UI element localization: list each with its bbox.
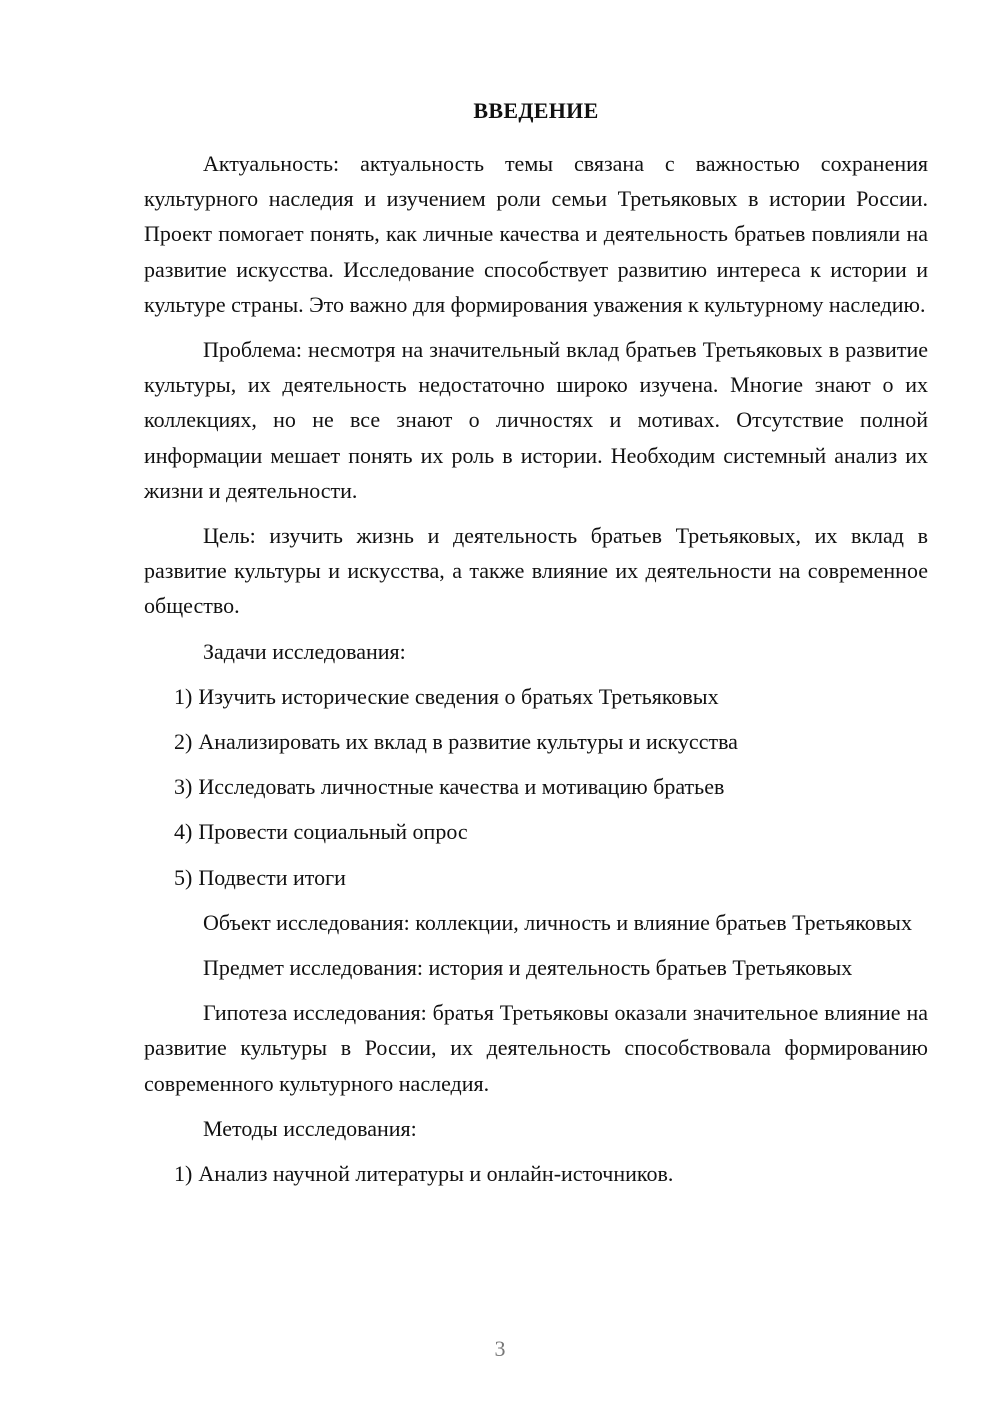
hypothesis-paragraph: Гипотеза исследования: братья Третьяковы оказали значительное влияние на развитие культуры в России, их деятельность способствовала формированию современного культурного наследия. — [144, 1000, 928, 1096]
task-item: 5) Подвести итоги — [174, 864, 346, 890]
goal-paragraph: Цель: изучить жизнь и деятельность братьев Третьяковых, их вклад в развитие культуры и искусства, а также влияние их деятельности на современное общество. — [144, 523, 928, 619]
task-item: 2) Анализировать их вклад в развитие культуры и искусства — [174, 729, 738, 755]
method-item: 1) Анализ научной литературы и онлайн-источников. — [174, 1161, 674, 1187]
object-paragraph: Объект исследования: коллекции, личность и влияние братьев Третьяковых — [203, 909, 912, 935]
relevance-paragraph: Актуальность: актуальность темы связана с важностью сохранения культурного наследия и изучением роли семьи Третьяковых в истории России. Проект помогает понять, как личные качества и деятельность братьев повлияли на развитие искусства. Исследование способствует развитию интереса к истории и культуре страны. Это важно для формирования уважения к культурному наследию. — [144, 151, 928, 317]
document-page — [144, 96, 928, 1201]
page-number: 3 — [494, 1336, 506, 1361]
page-title: ВВЕДЕНИЕ — [473, 98, 599, 123]
methods-heading: Методы исследования: — [203, 1115, 417, 1141]
problem-paragraph: Проблема: несмотря на значительный вклад братьев Третьяковых в развитие культуры, их деятельность недостаточно широко изучена. Многие знают о их коллекциях, но не все знают о личностях и мотивах. Отсутствие полной информации мешает понять их роль в истории. Необходим системный анализ их жизни и деятельности. — [144, 337, 928, 503]
task-item: 4) Провести социальный опрос — [174, 819, 468, 845]
task-item: 1) Изучить исторические сведения о братьях Третьяковых — [174, 683, 719, 709]
subject-paragraph: Предмет исследования: история и деятельность братьев Третьяковых — [203, 955, 853, 981]
task-item: 3) Исследовать личностные качества и мотивацию братьев — [174, 774, 725, 800]
tasks-heading: Задачи исследования: — [203, 638, 406, 664]
